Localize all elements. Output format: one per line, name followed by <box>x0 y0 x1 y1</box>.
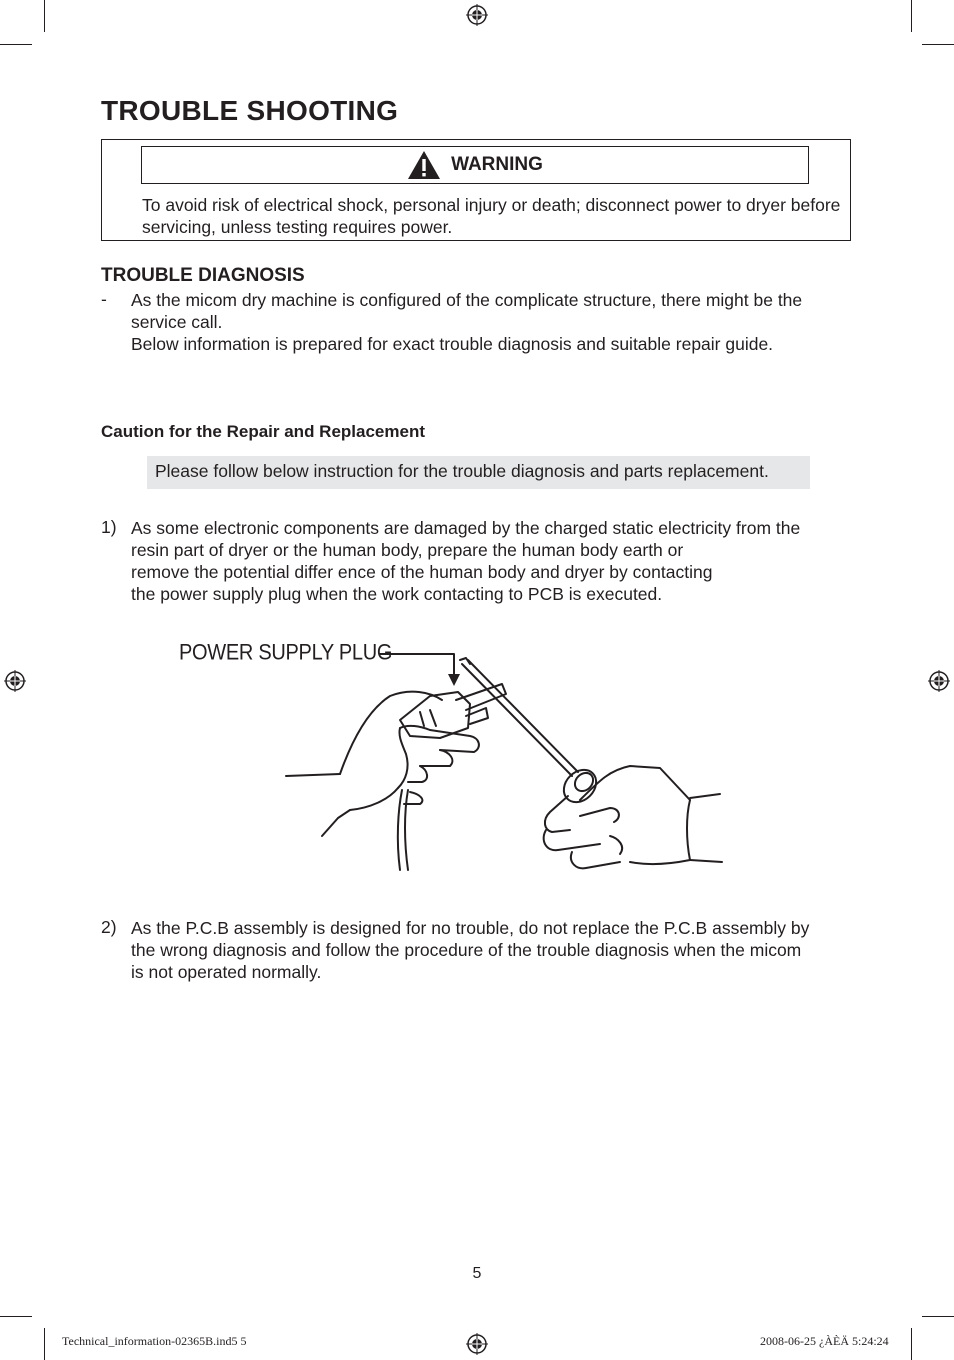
list-item <box>131 917 851 983</box>
footer-file-info: Technical_information-02365B.ind5 5 <box>62 1334 247 1348</box>
warning-text: To avoid risk of electrical shock, personal injury or death; disconnect power to dryer before servicing, unless testing requires power. <box>142 195 841 237</box>
diagnosis-paragraph <box>131 289 851 355</box>
list-item-line: the power supply plug when the work contacting to PCB is executed. <box>131 584 663 604</box>
figure-callout-label: POWER SUPPLY PLUG <box>179 641 393 666</box>
crop-mark <box>44 0 45 32</box>
list-item-number: 2) <box>101 917 117 937</box>
section-title-trouble-diagnosis: TROUBLE DIAGNOSIS <box>101 265 305 286</box>
list-item <box>131 517 851 605</box>
crop-mark <box>922 44 954 45</box>
caution-title: Caution for the Repair and Replacement <box>101 422 425 441</box>
page-title: TROUBLE SHOOTING <box>101 95 399 126</box>
page-number: 5 <box>472 1265 482 1282</box>
footer-timestamp: 2008-06-25 ¿ÀÈÄ 5:24:24 <box>760 1334 889 1348</box>
hands-plug-screwdriver-illustration <box>280 640 730 880</box>
crop-mark <box>911 0 912 32</box>
warning-header <box>141 146 809 184</box>
list-item-line: is not operated normally. <box>131 962 322 982</box>
list-item-line: As the P.C.B assembly is designed for no trouble, do not replace the P.C.B assembly by <box>131 918 810 938</box>
registration-mark-icon <box>466 4 488 26</box>
list-item-line: As some electronic components are damaged by the charged static electricity from the <box>131 518 801 538</box>
diagnosis-line-2: Below information is prepared for exact trouble diagnosis and suitable repair guide. <box>131 334 774 354</box>
list-item-line: the wrong diagnosis and follow the procedure of the trouble diagnosis when the micom <box>131 940 802 960</box>
registration-mark-icon <box>466 1333 488 1355</box>
crop-mark <box>911 1328 912 1360</box>
warning-triangle-icon <box>407 150 441 180</box>
bullet-dash: - <box>101 289 107 309</box>
crop-mark <box>44 1328 45 1360</box>
list-item-number: 1) <box>101 517 117 537</box>
registration-mark-icon <box>928 670 950 692</box>
registration-mark-icon <box>4 670 26 692</box>
caution-note: Please follow below instruction for the trouble diagnosis and parts replacement. <box>147 456 810 489</box>
crop-mark <box>0 44 32 45</box>
warning-label: WARNING <box>451 154 543 175</box>
diagnosis-line-1: As the micom dry machine is configured of the complicate structure, there might be the service call. <box>131 290 803 332</box>
list-item-line: remove the potential differ ence of the human body and dryer by contacting <box>131 562 713 582</box>
crop-mark <box>0 1316 32 1317</box>
crop-mark <box>922 1316 954 1317</box>
list-item-line: resin part of dryer or the human body, prepare the human body earth or <box>131 540 684 560</box>
